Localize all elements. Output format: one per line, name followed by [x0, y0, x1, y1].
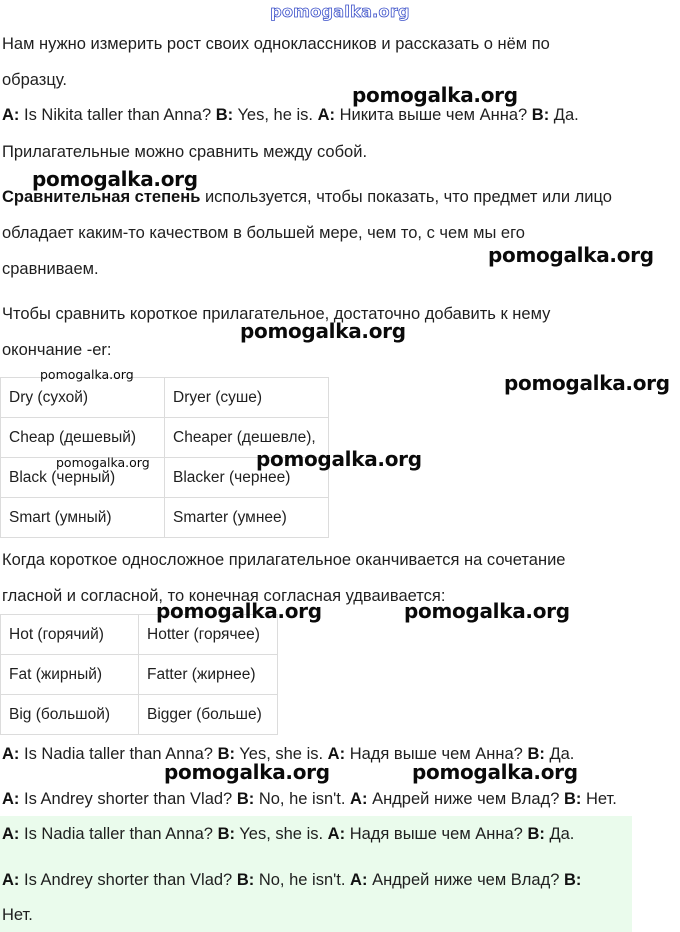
table-cell: Dryer (суше): [165, 378, 329, 418]
definition-line-2: обладает каким-то качеством в большей мере, чем то, с чем мы его: [2, 224, 525, 242]
speaker-a-label: A:: [2, 825, 20, 843]
answer-2-question-ru: Андрей ниже чем Влад?: [372, 790, 560, 808]
intro-line-2: образцу.: [2, 71, 67, 89]
speaker-b-label: B:: [531, 106, 550, 124]
table-row: [1, 498, 329, 538]
speaker-b-label: B:: [236, 871, 255, 889]
watermark: pomogalka.org: [352, 83, 518, 107]
watermark: pomogalka.org: [488, 243, 654, 267]
speaker-b-label: B:: [217, 825, 235, 843]
speaker-a-label: A:: [327, 745, 346, 763]
table-cell: Big (большой): [1, 695, 139, 735]
highlighted-answer-2-tail: Нет.: [2, 906, 33, 924]
watermark: pomogalka.org: [164, 760, 330, 784]
watermark: pomogalka.org: [256, 447, 422, 471]
speaker-a-label: A:: [317, 106, 335, 124]
example-answer-en: Yes, he is.: [237, 106, 313, 124]
watermark: pomogalka.org: [40, 367, 134, 382]
table-cell: Fat (жирный): [1, 655, 139, 695]
answer-1-question-en: Is Nadia taller than Anna?: [24, 745, 213, 763]
example-dialogue: [2, 105, 579, 125]
answer-2-answer-ru: Нет.: [586, 790, 617, 808]
highlighted-answer-en: No, he isn't.: [258, 871, 346, 889]
definition-line-3: сравниваем.: [2, 260, 99, 278]
answer-1-question-ru: Надя выше чем Анна?: [349, 745, 523, 763]
answer-2-question-en: Is Andrey shorter than Vlad?: [24, 790, 233, 808]
speaker-a-label: A:: [2, 106, 20, 124]
speaker-b-label: B:: [564, 790, 582, 808]
example-question-ru: Никита выше чем Анна?: [339, 106, 528, 124]
table-row: [1, 378, 329, 418]
answer-1-answer-ru: Да.: [549, 745, 575, 763]
highlighted-question-en: Is Andrey shorter than Vlad?: [24, 871, 233, 889]
table-cell: Black (черный): [1, 458, 165, 498]
watermark: pomogalka.org: [412, 760, 578, 784]
highlighted-answer-1: [2, 824, 574, 844]
table-cell: Blacker (чернее): [165, 458, 329, 498]
speaker-b-label: B:: [236, 790, 255, 808]
compare-note: Прилагательные можно сравнить между собой.: [2, 143, 368, 161]
table-cell: Smarter (умнее): [165, 498, 329, 538]
rule2-line-2: гласной и согласной, то конечная согласная удваивается:: [2, 587, 446, 605]
highlighted-question-ru: Надя выше чем Анна?: [349, 825, 523, 843]
highlighted-question-ru: Андрей ниже чем Влад?: [372, 871, 560, 889]
definition-term: Сравнительная степень: [2, 188, 201, 206]
watermark: pomogalka.org: [156, 599, 322, 623]
watermark: pomogalka.org: [504, 371, 670, 395]
speaker-b-label: B:: [564, 871, 582, 889]
answer-2: [2, 789, 617, 809]
speaker-b-label: B:: [527, 825, 545, 843]
speaker-a-label: A:: [2, 745, 20, 763]
rule1-line-1: Чтобы сравнить короткое прилагательное, достаточно добавить к нему: [2, 305, 551, 323]
site-header[interactable]: pomogalka.org: [270, 2, 410, 21]
definition-rest: используется, чтобы показать, что предмет или лицо: [204, 188, 612, 206]
speaker-b-label: B:: [527, 745, 545, 763]
table-cell: Smart (умный): [1, 498, 165, 538]
highlighted-answer-en: Yes, she is.: [239, 825, 324, 843]
table-cell: Fatter (жирнее): [139, 655, 278, 695]
watermark: pomogalka.org: [56, 455, 150, 470]
table-row: [1, 655, 278, 695]
table-row: [1, 695, 278, 735]
highlighted-answer-2: [2, 870, 581, 890]
intro-line-1: Нам нужно измерить рост своих одноклассников и рассказать о нём по: [2, 35, 550, 53]
answer-1-answer-en: Yes, she is.: [239, 745, 324, 763]
table-cell: Hot (горячий): [1, 615, 139, 655]
table-cell: Dry (сухой): [1, 378, 165, 418]
example-answer-ru: Да.: [553, 106, 579, 124]
highlighted-answer-ru: Да.: [549, 825, 575, 843]
speaker-b-label: B:: [215, 106, 234, 124]
example-question-en: Is Nikita taller than Anna?: [24, 106, 212, 124]
watermark: pomogalka.org: [240, 319, 406, 343]
highlighted-question-en: Is Nadia taller than Anna?: [24, 825, 213, 843]
speaker-b-label: B:: [217, 745, 235, 763]
rule1-line-2: окончание -er:: [2, 341, 112, 359]
doubling-table: [0, 614, 278, 735]
table-cell: Bigger (больше): [139, 695, 278, 735]
answer-2-answer-en: No, he isn't.: [258, 790, 346, 808]
table-cell: Hotter (горячее): [139, 615, 278, 655]
watermark: pomogalka.org: [32, 167, 198, 191]
table-cell: Cheaper (дешевле),: [165, 418, 329, 458]
speaker-a-label: A:: [2, 871, 20, 889]
watermark: pomogalka.org: [404, 599, 570, 623]
rule2-line-1: Когда короткое односложное прилагательное оканчивается на сочетание: [2, 551, 566, 569]
speaker-a-label: A:: [350, 790, 368, 808]
speaker-a-label: A:: [350, 871, 368, 889]
speaker-a-label: A:: [2, 790, 20, 808]
speaker-a-label: A:: [327, 825, 346, 843]
table-cell: Cheap (дешевый): [1, 418, 165, 458]
